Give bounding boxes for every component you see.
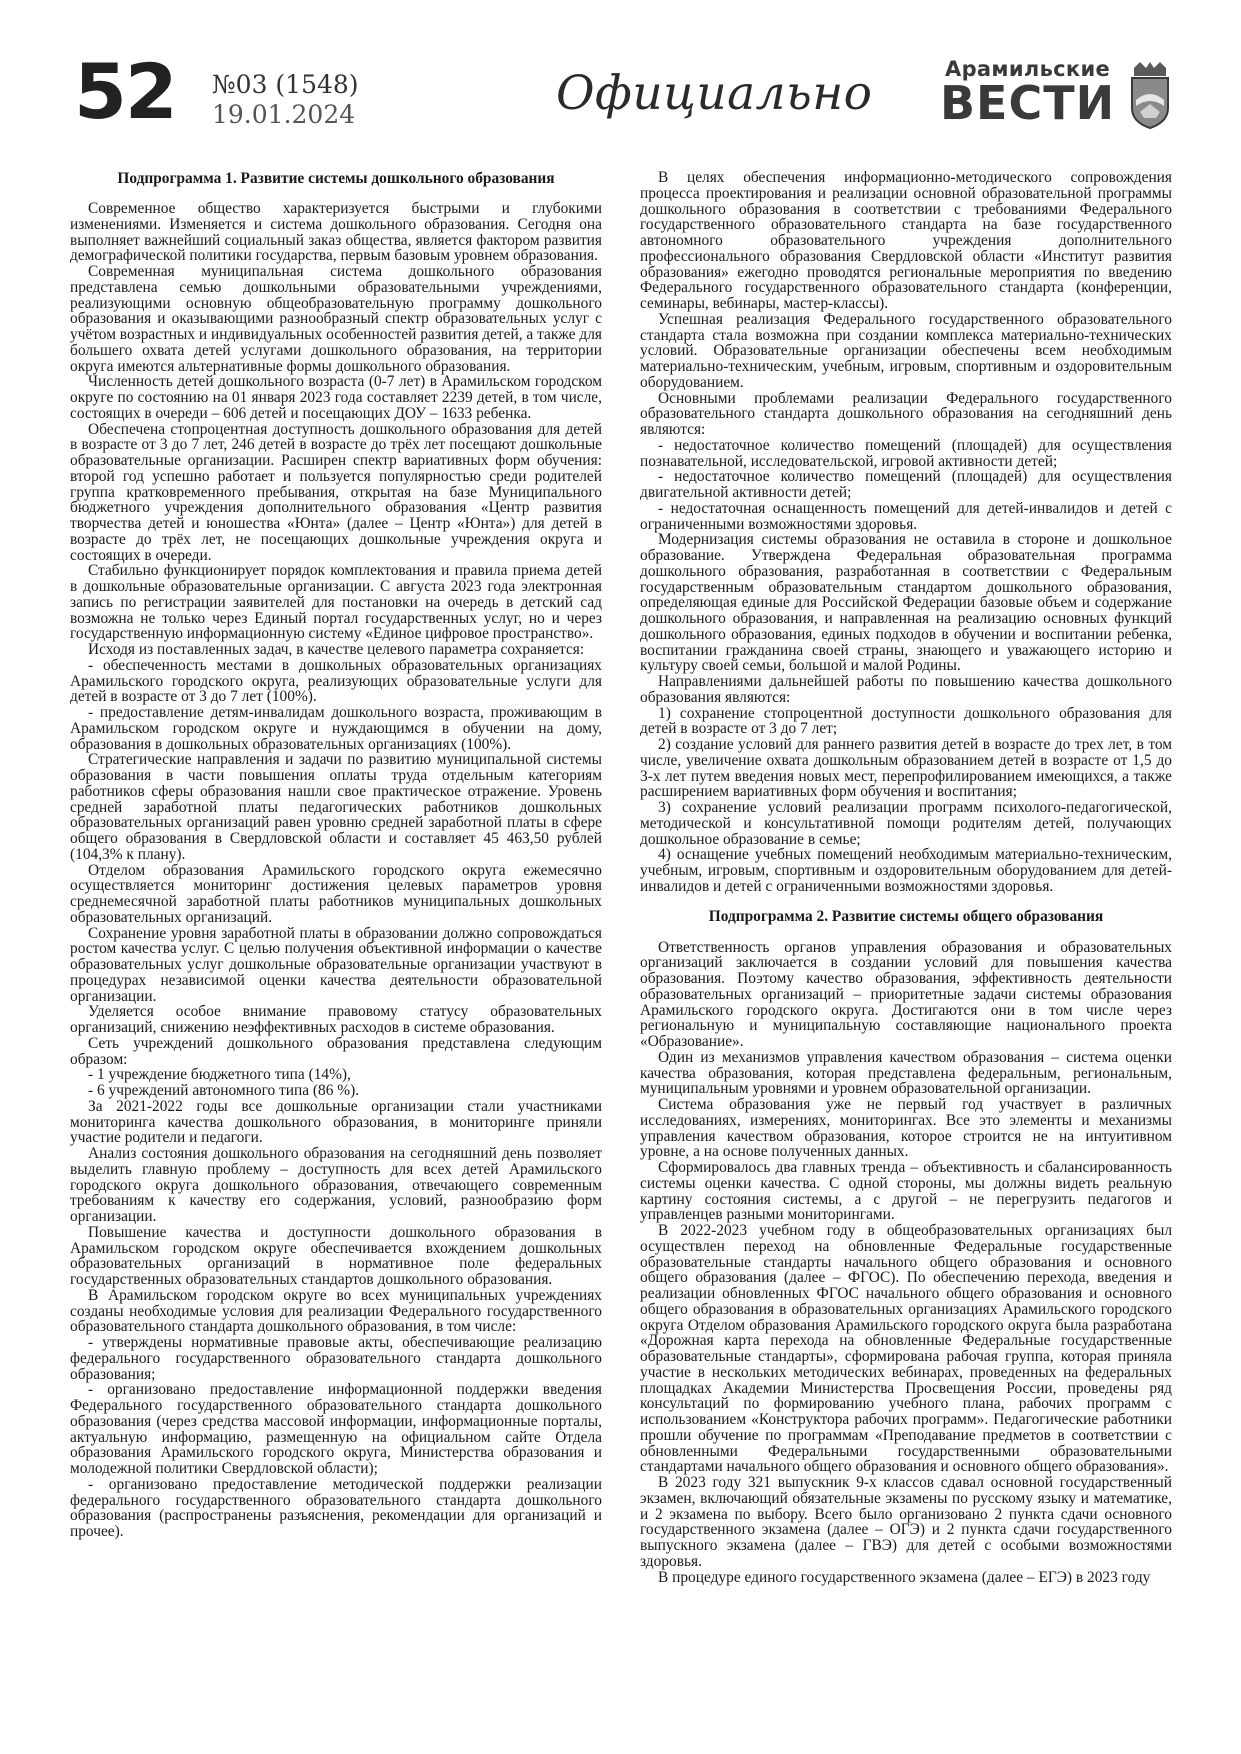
paragraph: Уделяется особое внимание правовому статусу образовательных организаций, снижению неэффективных расходов в системе образования. [70, 1003, 602, 1036]
paragraph: 4) оснащение учебных помещений необходимым материально-техническим, учебным, игровым, спортивным и оздоровительным оборудованием для детей-инвалидов и детей с ограниченными возможностями здоровья. [640, 846, 1172, 895]
masthead-top: Арамильские [945, 57, 1110, 81]
paragraph: Направлениями дальнейшей работы по повышению качества дошкольного образования являются: [640, 673, 1172, 706]
paragraph: Система образования уже не первый год участвует в различных исследованиях, измерениях, мониторингах. Все это элементы и механизмы управления качеством образования, которое строится не на интуитивном уровне, а на основе полученных данных. [640, 1096, 1172, 1161]
paragraph: В 2022-2023 учебном году в общеобразовательных организациях был осуществлен переход на обновленные Федеральные государственные образовательные стандарты начального общего образования и основного общего образования (далее – ФГОС). По обеспечению перехода, введения и реализации обновленных ФГОС начального общего образования и основного общего образования в образовательных организациях Арамильского городского округа Отделом образования Арамильского городского округа была разработана «Дорожная карта перехода на обновленные Федеральные государственные образовательные стандарты», сформирована рабочая группа, которая приняла участие в нескольких методических вебинарах, проведенных на федеральных площадках Академии Министерства Просвещения России, проведены ряд консультаций по формированию учебного плана, рабочих программ с использованием «Конструктора рабочих программ». Педагогические работники прошли обучение по программам «Преподавание предметов в соответствии с обновленными Федеральными государственными образовательными стандартами начального общего образования и основного общего образования». [640, 1222, 1172, 1476]
paragraph: Обеспечена стопроцентная доступность дошкольного образования для детей в возрасте от 3 до 7 лет, 246 детей в возрасте до трёх лет посещают дошкольные образовательные организации. Расширен спектр вариативных форм обучения: второй год успешно работает и пользуется популярностью среди родителей группа кратковременного пребывания, открытая на базе Муниципального бюджетного учреждения дополнительного образования «Центр развития творчества детей и юношества «Юнта» (далее – Центр «Юнта») для детей в возрасте до трёх лет, не посещающих дошкольные учреждения округа и состоящих в очереди. [70, 420, 602, 564]
paragraph: 1) сохранение стопроцентной доступности дошкольного образования для детей в возрасте от 3 до 7 лет; [640, 704, 1172, 738]
paragraph: В Арамильском городском округе во всех муниципальных учреждениях созданы необходимые условия для реализации Федерального государственного образовательного стандарта дошкольного образования, в том числе: [70, 1286, 602, 1336]
paragraph: 2) создание условий для раннего развития детей в возрасте до трех лет, в том числе, увеличение охвата дошкольным образованием детей в возрасте от 1,5 до 3-х лет путем введения новых мест, перепрофилированием имеющихся, а также расширением вариативных форм обучения и воспитания; [640, 736, 1172, 801]
newspaper-masthead [940, 57, 1116, 130]
coat-of-arms-icon [1126, 60, 1174, 130]
paragraph: - обеспеченность местами в дошкольных образовательных организациях Арамильского городского округа, реализующих образовательные услуги для детей в возрасте от 3 до 7 лет (100%). [70, 656, 602, 706]
masthead-bottom: ВЕСТИ [940, 76, 1116, 130]
paragraph: Численность детей дошкольного возраста (0-7 лет) в Арамильском городском округе по состоянию на 01 января 2023 года составляет 2239 детей, в том числе, состоящих в очереди – 606 детей и посещающих ДОУ – 1633 ребенка. [70, 373, 602, 422]
paragraph: - недостаточное количество помещений (площадей) для осуществления двигательной активности детей; [640, 468, 1172, 501]
paragraph: Основными проблемами реализации Федерального государственного образовательного стандарта дошкольного образования на сегодняшний день являются: [640, 389, 1172, 438]
paragraph: Современное общество характеризуется быстрыми и глубокими изменениями. Изменяется и система дошкольного образования. Сегодня она выполняет важнейший социальный заказ общества, является фактором развития демографической политики государства, первым базовым уровнем образования. [70, 200, 602, 265]
paragraph: Исходя из поставленных задач, в качестве целевого параметра сохраняется: [88, 641, 585, 658]
paragraph: Повышение качества и доступности дошкольного образования в Арамильском городском округе обеспечивается вхождением дошкольных образовательных организаций в нормативное поле федеральных государственных образовательных стандартов дошкольного образования. [70, 1223, 602, 1288]
paragraph: За 2021-2022 годы все дошкольные организации стали участниками мониторинга качества дошкольного образования, в мониторинге приняли участие родители и педагоги. [70, 1097, 602, 1147]
paragraph: Стратегические направления и задачи по развитию муниципальной системы образования в части повышения оплаты труда отдельным категориям работников сферы образования нашли свое практическое отражение. Уровень средней заработной платы педагогических работников дошкольных образовательных организаций равен уровню средней заработной платы в сфере общего образования в Свердловской области и составляет 45 463,50 рублей (104,3% к плану). [70, 751, 602, 863]
issue-date: 19.01.2024 [212, 100, 356, 129]
paragraph: Сеть учреждений дошкольного образования представлена следующим образом: [70, 1034, 602, 1068]
issue-number: №03 (1548) [212, 70, 359, 99]
paragraph: - недостаточное количество помещений (площадей) для осуществления познавательной, исследовательской, игровой активности детей; [640, 436, 1172, 470]
paragraph: - предоставление детям-инвалидам дошкольного возраста, проживающим в Арамильском городском округе и нуждающимся в обучении на дому, образования в дошкольных образовательных организациях (100%). [70, 704, 602, 753]
issue-info [212, 70, 359, 130]
left-column [70, 170, 602, 1540]
paragraph: Ответственность органов управления образования и образовательных организаций заключается в создании условий для повышения качества образования. Поэтому качество образования, эффективность деятельности образовательных организаций – приоритетные задачи системы образования Арамильского городского округа. Достигаются они в том числе через региональную и муниципальную составляющие национального проекта «Образование». [640, 938, 1172, 1050]
paragraph: 3) сохранение условий реализации программ психолого-педагогической, методической и консультативной помощи родителям детей, получающих дошкольное образование в семье; [640, 799, 1172, 848]
paragraph: - недостаточная оснащенность помещений для детей-инвалидов и детей с ограниченными возможностями здоровья. [640, 499, 1172, 533]
right-column-text-top [640, 170, 1172, 895]
paragraph: Отделом образования Арамильского городского округа ежемесячно осуществляется мониторинг достижения целевых параметров уровня среднемесячной заработной платы работников муниципальных дошкольных образовательных организаций. [70, 861, 602, 926]
left-column-text [70, 201, 602, 1540]
paragraph: В целях обеспечения информационно-методического сопровождения процесса проектирования и реализации основной образовательной программы дошкольного образования в соответствии с требованиями Федерального государственного образовательного стандарта на базе государственного автономного образовательного учреждения дополнительного профессионального образования Свердловской области «Институт развития образования» ежегодно проводятся региональные мероприятия по введению Федерального государственного образовательного стандарта (конференции, семинары, вебинары, мастер-классы). [640, 169, 1172, 312]
paragraph: - организовано предоставление методической поддержки реализации федерального государственного образовательного стандарта дошкольного образования (распространены разъяснения, рекомендации для организаций и прочее). [70, 1475, 602, 1540]
paragraph: Сформировалось два главных тренда – объективность и сбалансированность системы оценки качества. С одной стороны, мы должны видеть реальную картину состояния системы, а с другой – не перегрузить педагогов и управленцев разными мониторингами. [640, 1159, 1172, 1224]
right-column [640, 170, 1172, 1585]
paragraph: Современная муниципальная система дошкольного образования представлена семью дошкольными образовательными учреждениями, реализующими основную общеобразовательную программу дошкольного образования и оказывающими разнообразный спектр образовательных услуг с учётом возрастных и индивидуальных особенностей развития детей, а также для большего охвата детей услугами дошкольного образования, на территории округа имеются альтернативные формы дошкольного образования. [70, 263, 602, 375]
paragraph: Один из механизмов управления качеством образования – система оценки качества образования, которая представлена федеральным, региональным, муниципальным уровнями и уровнем образовательной организации. [640, 1048, 1172, 1098]
page-number: 52 [74, 47, 176, 136]
paragraph: Анализ состояния дошкольного образования на сегодняшний день позволяет выделить главную проблему – доступность для всех детей Арамильского городского округа дошкольного образования, отвечающего современным требованиям к качеству его содержания, условий, разнообразию форм организации. [70, 1145, 602, 1225]
section-title: Официально [556, 66, 873, 121]
paragraph: Сохранение уровня заработной платы в образовании должно сопровождаться ростом качества услуг. С целью получения объективной информации о качестве образовательных услуг дошкольные образовательные организации участвуют в процедурах независимой оценки качества деятельности образовательной организации. [70, 924, 602, 1005]
subprogram-2-heading: Подпрограмма 2. Развитие системы общего образования [708, 907, 1104, 925]
paragraph: - 1 учреждение бюджетного типа (14%), [88, 1066, 351, 1084]
paragraph: В процедуре единого государственного экзамена (далее – ЕГЭ) в 2023 году [658, 1568, 1151, 1586]
paragraph: Стабильно функционирует порядок комплектования и правила приема детей в дошкольные образовательные организации. С августа 2023 года электронная запись по регистрации заявителей для постановки на очередь в детский сад возможна не только через Единый портал государственных услуг, но и через государственную информационную систему «Единое цифровое пространство». [70, 562, 602, 643]
paragraph: Модернизация системы образования не оставила в стороне и дошкольное образование. Утверждена Федеральная образовательная программа дошкольного образования, разработанная в соответствии с Федеральным государственным образовательным стандартом дошкольного образования, определяющая единые для Российской Федерации базовые объем и содержание дошкольного образования, и направленная на реализацию основных функций дошкольного образования, единых подходов в обучении и воспитании ребенка, воспитании гражданина своей страны, знающего и уважающего историю и культуру своей семьи, большой и малой Родины. [640, 531, 1172, 675]
page-header [0, 0, 1241, 160]
paragraph: - организовано предоставление информационной поддержки введения Федерального государственного образовательного стандарта дошкольного образования (через средства массовой информации, информационные порталы, актуальную информацию, размещенную на официальном сайте Отдела образования Арамильского городского округа, Министерства образования и молодежной политики Свердловской области); [70, 1381, 602, 1477]
paragraph: В 2023 году 321 выпускник 9-х классов сдавал основной государственный экзамен, включающий обязательные экзамены по русскому языку и математике, и 2 экзамена по выбору. Всего было организовано 2 пункта сдачи основного государственного экзамена (далее – ОГЭ) и 2 пункта сдачи государственного выпускного экзамена (далее – ГВЭ) для детей с особыми возможностями здоровья. [640, 1474, 1172, 1570]
paragraph: Успешная реализация Федерального государственного образовательного стандарта стала возможна при создании комплекса материально-технических условий. Образовательные организации обеспечены всем необходимым материально-техническим, учебным, игровым, спортивным и оздоровительным оборудованием. [640, 310, 1172, 391]
right-column-text-bottom [640, 940, 1172, 1586]
paragraph: - 6 учреждений автономного типа (86 %). [88, 1082, 360, 1099]
paragraph: - утверждены нормативные правовые акты, обеспечивающие реализацию федерального государственного образовательного стандарта дошкольного образования; [70, 1334, 602, 1383]
subprogram-1-heading: Подпрограмма 1. Развитие системы дошкольного образования [117, 170, 555, 187]
